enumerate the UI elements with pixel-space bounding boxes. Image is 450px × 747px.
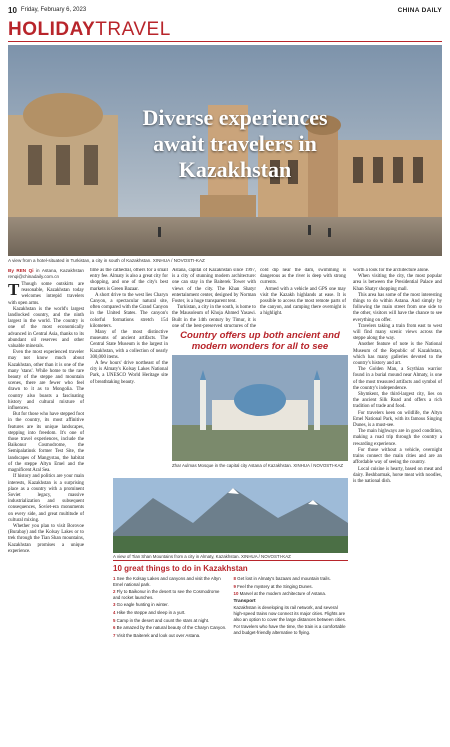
mountains-photo bbox=[113, 478, 348, 553]
things-list-item bbox=[113, 625, 228, 631]
column-gap bbox=[90, 560, 108, 740]
paragraph: Local cuisine is hearty, based on meat and dairy. Beshbarmak, horse meat with noodles, is the national dish. bbox=[353, 466, 442, 484]
headline-line-2: await travelers in bbox=[153, 131, 317, 156]
paragraph: But for those who have stepped foot in the country, its most affinitive features are its unique landscapes, stepping into freedom. It's one of those travel experiences, include the Baikonur Cosmodrome, the Semipalatinsk former Test Site, the landscapes of Mangystau, the habitat of the steppe Altyn Emel and the magnificent Aral Sea. bbox=[8, 412, 84, 474]
item-number: 3 bbox=[113, 602, 117, 608]
mountains-photo-caption: A view of Tian Shan Mountains from a city in Almaty, Kazakhstan. XINHUA / NOVOSTI-KAZ bbox=[113, 554, 291, 559]
paragraph: For travelers keen on wildlife, the Altyn Emel National Park, with its famous Singing Dunes, is a must-see. bbox=[353, 410, 442, 429]
headline bbox=[113, 105, 357, 187]
publication-brand: CHINA DAILY bbox=[397, 6, 442, 14]
transport-heading: Transport bbox=[233, 598, 256, 604]
paragraph: Another feature of note is the National Museum of the Republic of Kazakhstan, which has many galleries devoted to the country's history and art. bbox=[353, 342, 442, 367]
things-list-item bbox=[113, 610, 228, 616]
paragraph: When visiting the city, the most popular area is between the Presidential Palace and Khan Shatyr shopping mall. bbox=[353, 274, 442, 292]
item-text: Be amazed by the natural beauty of the Charyn Canyon. bbox=[116, 625, 227, 631]
section-title bbox=[8, 17, 171, 39]
hero-photo bbox=[8, 45, 442, 256]
box-columns bbox=[113, 576, 348, 640]
page-number: 10 bbox=[8, 5, 17, 15]
item-number: 4 bbox=[113, 609, 117, 615]
paragraph: Even the most experienced traveler may not know much about Kazakhstan, other than it is one of the many 'stans'. While home to the rare beauty of the steppe and mountain scenes, there are fewer who feel drawn to it as to Mongolia. The country also boasts a fascinating history and cultural mixture of influences. bbox=[8, 350, 84, 412]
headline-line-1: Diverse experiences bbox=[142, 105, 328, 130]
paragraph: Armed with a vehicle and GPS one may visit the Kazakh highlands at ease. It is possible to access the most remote parts of the canyon, and camping there overnight is a highlight. bbox=[260, 286, 346, 317]
things-list-item bbox=[113, 589, 228, 600]
item-number: 8 bbox=[233, 576, 238, 581]
headline-line-3: Kazakhstan bbox=[178, 157, 292, 182]
item-text: Feel the mystery at the Singing Dunes. bbox=[237, 583, 313, 589]
things-list-item bbox=[234, 591, 349, 597]
item-number: 1 bbox=[113, 576, 117, 581]
article-column-3 bbox=[260, 268, 346, 328]
paragraph: A few hours' drive northeast of the city is Almaty's Kolsay Lakes National Park, a UNESCO World Heritage site of breathtaking beauty. bbox=[90, 361, 168, 385]
things-list-item bbox=[234, 584, 349, 590]
paragraph: Kazakhstan is the world's largest landlocked country, and the ninth largest in the world. The country is one of the most economically advanced in Central Asia, thanks to its abundant oil reserves and other valuable minerals. bbox=[8, 306, 84, 350]
hero-caption: A view from a hotel-situated in Turkistan, a city in south of Kazakhstan. XINHUA / NOVOSTI-KAZ bbox=[8, 258, 205, 263]
paragraph: Whether you plan to visit Borovoe (Burabay) and the Kolsay Lakes or to trek through the Tian Shan mountains, Kazakhstan promises a unique experience. bbox=[8, 523, 84, 554]
paragraph: Travelers taking a train from east to west will find many scenic views across the steppe along the way. bbox=[353, 323, 442, 342]
issue-date: Friday, February 6, 2023 bbox=[20, 7, 87, 13]
item-number: 6 bbox=[113, 625, 117, 631]
byline-detail: in Astana, Kazakhstan renqi@chinadaily.com.cn bbox=[8, 268, 84, 279]
item-text: Fly to Baikonur in the desert to see the Cosmodrome and rocket launches. bbox=[113, 589, 220, 600]
box-title: 10 great things to do in Kazakhstan bbox=[113, 564, 248, 573]
mosque-illustration bbox=[172, 355, 348, 461]
article-column-1 bbox=[8, 268, 84, 742]
paragraph: worth a look for the architecture alone. bbox=[353, 268, 430, 273]
paragraph bbox=[8, 282, 84, 307]
article-column-5 bbox=[353, 268, 442, 742]
box-column-2 bbox=[234, 576, 349, 640]
paragraph: cold dip near the dam, swimming is dangerous as the river is deep with strong currents. bbox=[260, 268, 346, 286]
item-number: 2 bbox=[113, 589, 117, 595]
paragraph: If history and politics are your main interests, Kazakhstan is a surprising place as a country with a prominent Soviet legacy, massive industrialization and subsequent consequences, Soviet-era monuments on every side, and great multitude of cultural mixing. bbox=[8, 474, 84, 523]
paragraph: For those without a vehicle, overnight trains connect the main cities and are an affordable way of seeing the country. bbox=[353, 447, 442, 466]
paragraph: Turkistan, a city in the south, is home to the Mausoleum of Khoja Ahmed Yasawi. Built in the 14th century by Timur, it is one of the best-preserved structures of the bbox=[172, 305, 256, 328]
things-list-item bbox=[113, 618, 228, 624]
paragraph: The Golden Man, a Scythian warrior found in a burial mound near Almaty, is one of the most treasured artifacts and symbol of the country's independence. bbox=[353, 367, 442, 391]
item-number: 5 bbox=[113, 617, 117, 623]
things-list-item bbox=[113, 602, 228, 608]
section-title-part2: TRAVEL bbox=[95, 19, 171, 40]
item-number: 9 bbox=[233, 583, 238, 589]
paragraph: A short drive to the west lies Charyn Canyon, a spectacular natural site, often compared with the Grand Canyon in the United States. The canyon's colorful formations stretch 154 kilometers. bbox=[90, 292, 168, 329]
paragraph: This area has some of the most interesting things to do within Astana. And simply by following the main street from one side to the other, visitors will have the chance to see everything on offer. bbox=[353, 292, 442, 323]
paragraph: Shymkent, the third-largest city, lies on the ancient Silk Road and offers a rich tradition of trade and food. bbox=[353, 392, 442, 410]
mosque-photo-caption: Zhar Aulmas Mosque in the capital city Astana of Kazakhstan. XINHUA / NOVOSTI-KAZ bbox=[172, 463, 344, 468]
byline bbox=[8, 268, 84, 279]
things-to-do-box bbox=[113, 560, 348, 740]
section-title-part1: HOLIDAY bbox=[8, 19, 96, 40]
item-text: Visit the Baiterek and look out over Astana. bbox=[116, 632, 201, 638]
page-header bbox=[8, 4, 442, 16]
item-text: Hike the steppe and sleep in a yurt. bbox=[116, 609, 186, 615]
byline-name: By REN Qi bbox=[8, 268, 34, 273]
item-text: Camp in the desert and count the stars at night. bbox=[116, 617, 210, 623]
item-text: Get lost in Almaty's bazaars and mountain trails. bbox=[237, 576, 331, 581]
item-text: See the Kolsay Lakes and canyons and visit the Altyn Emel national park. bbox=[113, 576, 221, 587]
paragraph: The main highways are in good condition, making a road trip through the country a rewarding experience. bbox=[353, 429, 442, 447]
item-number: 10 bbox=[233, 591, 240, 597]
item-text: Marvel at the modern architecture of Astana. bbox=[239, 591, 327, 597]
article-column-3b bbox=[172, 268, 256, 328]
mountains-illustration bbox=[113, 478, 348, 553]
header-left bbox=[8, 6, 86, 15]
item-number: 7 bbox=[113, 632, 117, 638]
box-column-1 bbox=[113, 576, 228, 640]
paragraph-text: Though some outskirts are reasonable, Kazakhstan today welcomes intrepid travelers with open arms. bbox=[8, 282, 84, 306]
things-list-item bbox=[113, 633, 228, 639]
paragraph: time as the cathedral, others for a small entry fee. Almaty is also a great city for shopping, and one of the city's best markets is Green Bazaar. bbox=[90, 268, 168, 292]
things-list-item bbox=[234, 576, 349, 582]
article-subhead: Country offers up both ancient and modern wonders for all to see bbox=[180, 330, 340, 352]
paragraph: Astana, capital of Kazakhstan since 1997, is a city of stunning modern architecture: one can stay in the Baiterek Tower with views of the city. The Khan Shatyr entertainment center, designed by Norman Foster, is a huge transparent tent. bbox=[172, 268, 256, 305]
mosque-photo bbox=[172, 355, 348, 461]
transport-text: Kazakhstan is developing its rail network, and several high-speed trains now connect its major cities. Flights are also an option to cover the large distances between cities. bbox=[233, 605, 347, 622]
item-text: Go eagle hunting in winter. bbox=[116, 602, 169, 608]
paragraph: Many of the most distinctive museums of ancient artifacts. The Central State Museum is the largest in Kazakhstan, with a collection of nearly 300,000 items. bbox=[90, 330, 168, 360]
transport-text-2: For travelers who have the time, the train is a comfortable and budget-friendly alternative to flying. bbox=[233, 624, 346, 635]
drop-cap: T bbox=[8, 280, 20, 299]
section-rule bbox=[8, 41, 442, 42]
things-list-item bbox=[113, 576, 228, 587]
